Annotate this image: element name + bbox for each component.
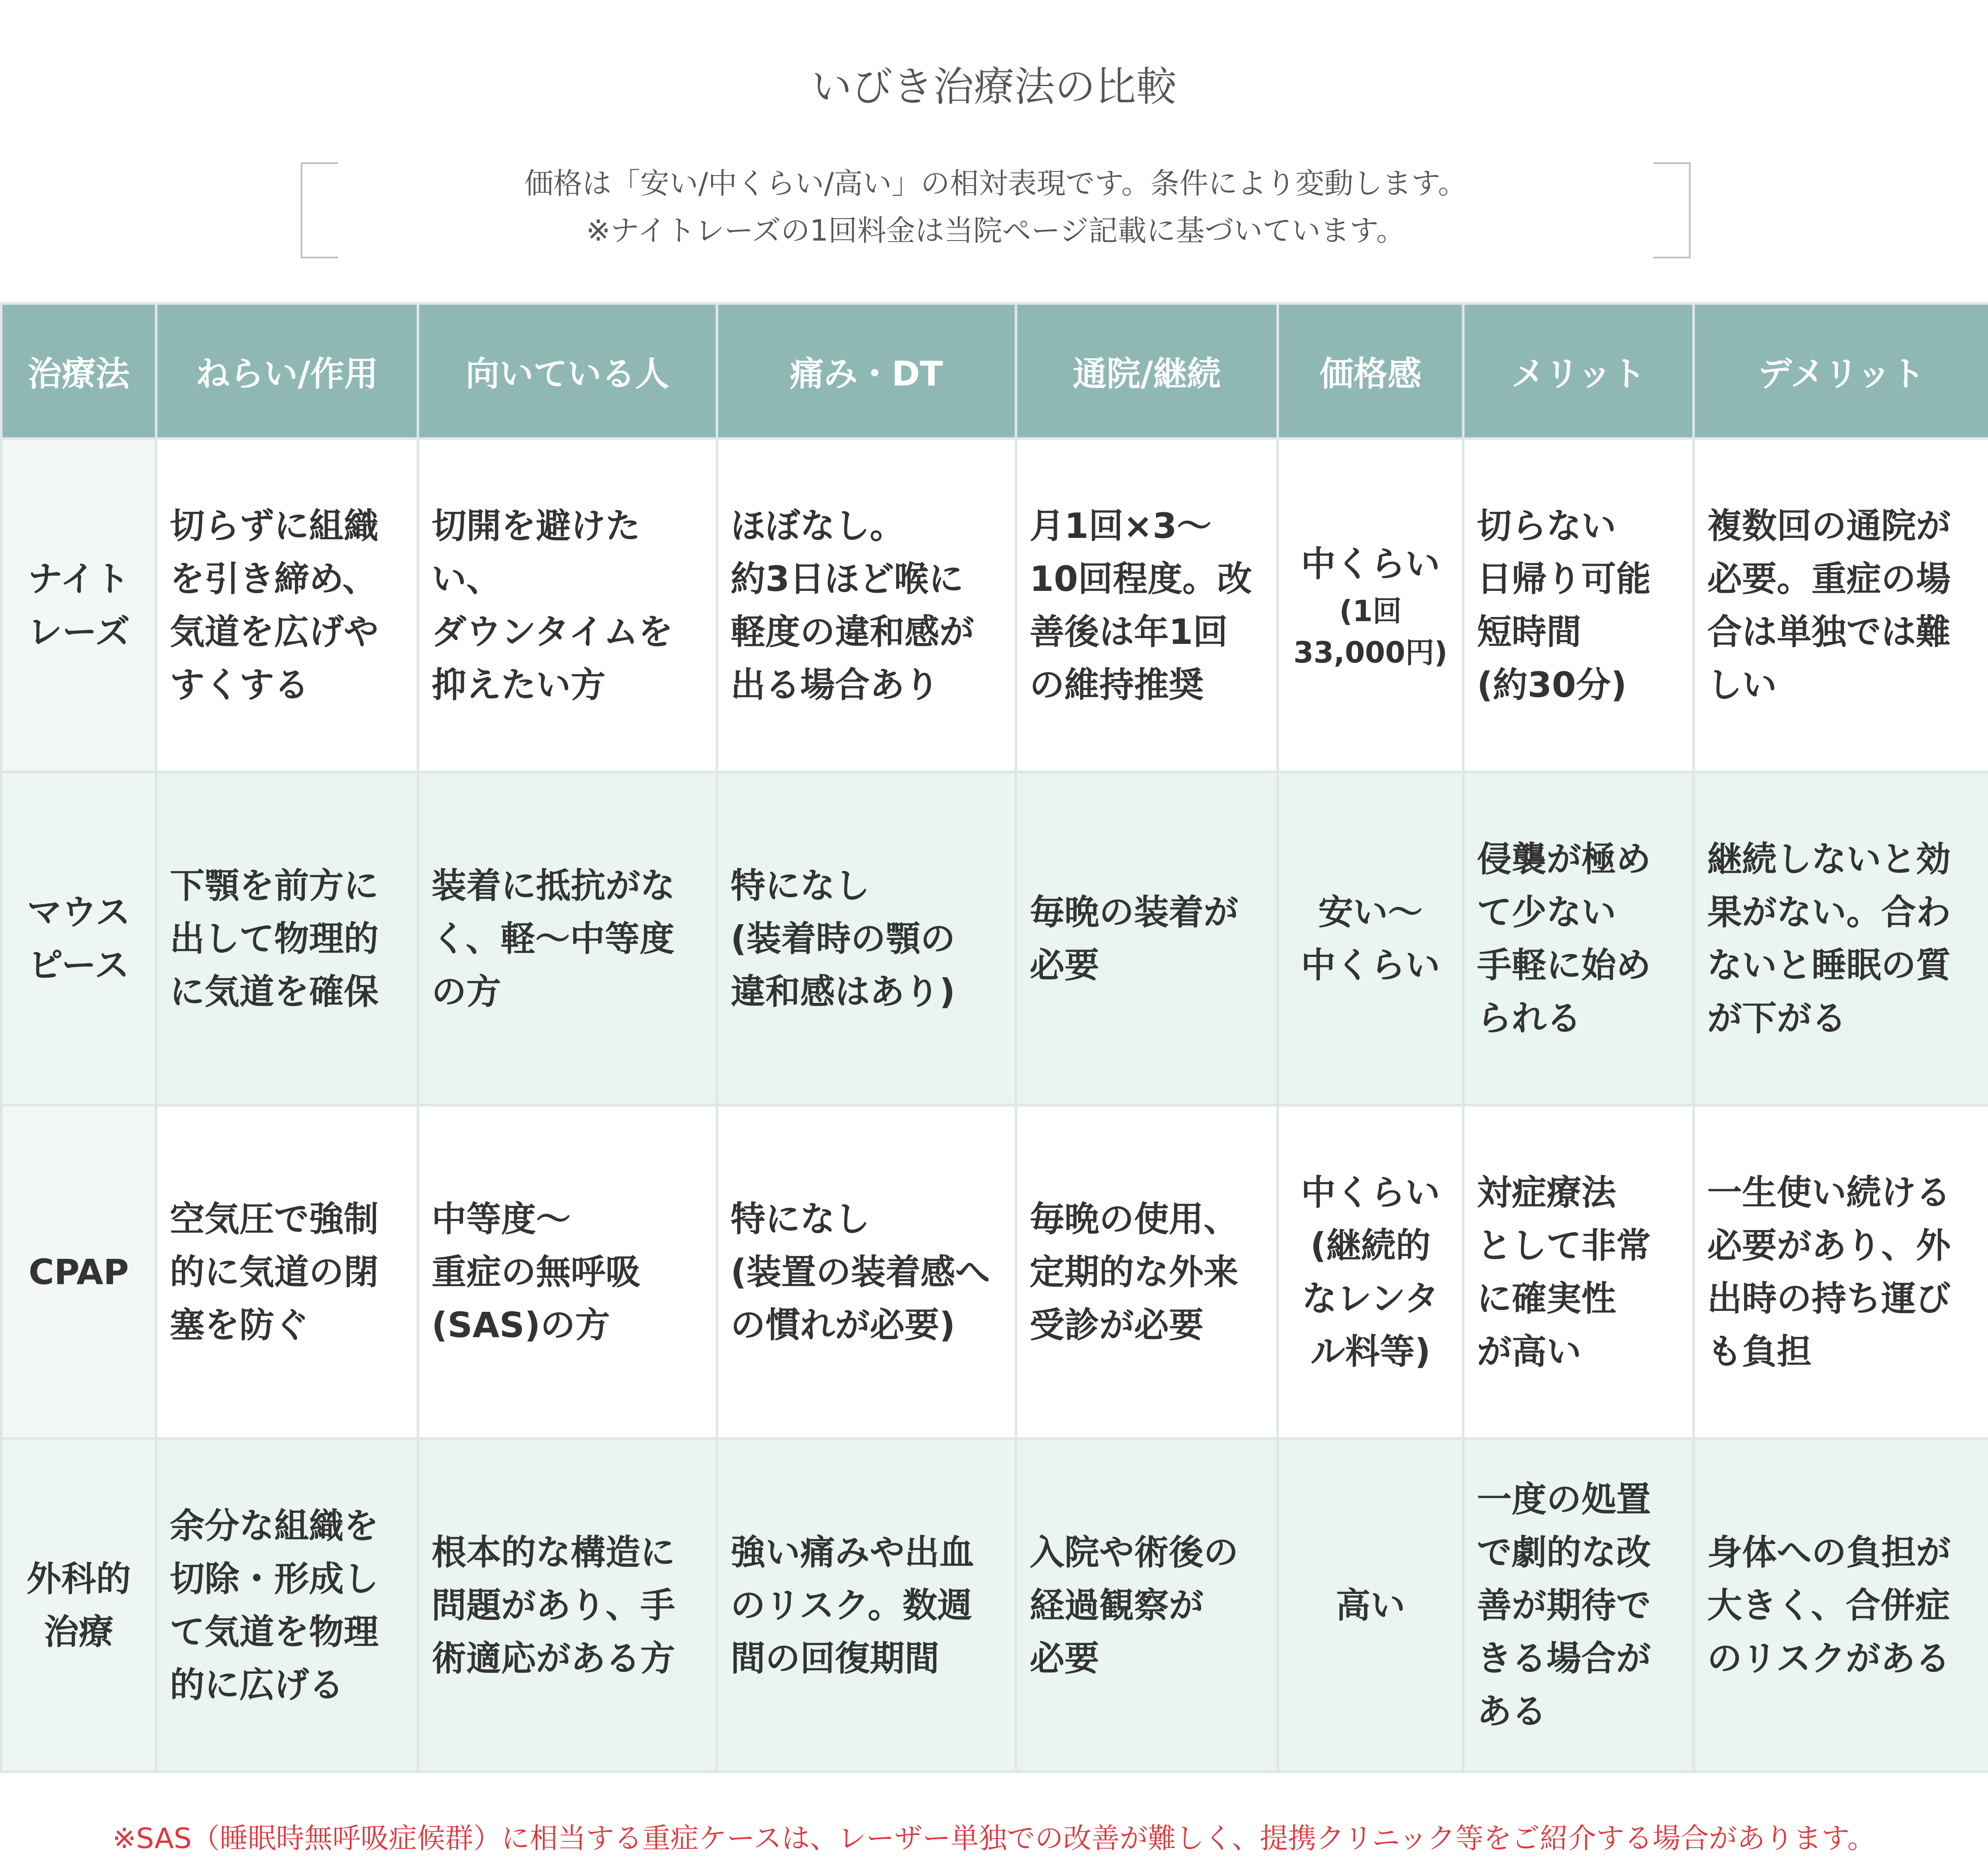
- aim-cell: 切らずに組織 を引き締め、 気道を広げや すくする: [156, 439, 418, 772]
- price-cell: 安い〜 中くらい: [1278, 772, 1463, 1105]
- visit-cell: 毎晩の使用、 定期的な外来 受診が必要: [1016, 1105, 1278, 1439]
- page-title: いびき治療法の比較: [811, 63, 1177, 111]
- table-row: [1, 772, 1988, 1105]
- notes-box: [301, 162, 1691, 258]
- price-cell: [1278, 439, 1463, 772]
- table-row: [1, 1105, 1988, 1439]
- treatment-name: ナイト レーズ: [1, 439, 156, 772]
- price-cell: 中くらい (継続的 なレンタ ル料等): [1278, 1105, 1463, 1439]
- merit-cell: 対症療法 として非常 に確実性 が高い: [1463, 1105, 1694, 1439]
- price-cell: 高い: [1278, 1439, 1463, 1772]
- header-suitable-for: 向いている人: [418, 304, 717, 439]
- pain-cell: 強い痛みや出血 のリスク。数週 間の回復期間: [717, 1439, 1016, 1772]
- demerit-cell: 複数回の通院が 必要。重症の場 合は単独では難 しい: [1694, 439, 1988, 772]
- pain-cell: 特になし (装着時の顎の 違和感はあり): [717, 772, 1016, 1105]
- aim-cell: 下顎を前方に 出して物理的 に気道を確保: [156, 772, 418, 1105]
- demerit-cell: 身体への負担が 大きく、合併症 のリスクがある: [1694, 1439, 1988, 1772]
- suitable-cell: 中等度〜 重症の無呼吸 (SAS)の方: [418, 1105, 717, 1439]
- header-pain-downtime: 痛み・DT: [717, 304, 1016, 439]
- price-detail: (1回 33,000円): [1293, 594, 1448, 670]
- table-row: [1, 439, 1988, 772]
- demerit-cell: 継続しないと効 果がない。合わ ないと睡眠の質 が下がる: [1694, 772, 1988, 1105]
- pain-cell: 特になし (装置の装着感へ の慣れが必要): [717, 1105, 1016, 1439]
- header-treatment: 治療法: [1, 304, 156, 439]
- suitable-cell: 装着に抵抗がな く、軽〜中等度 の方: [418, 772, 717, 1105]
- comparison-table: [0, 302, 1988, 1773]
- header-demerit: デメリット: [1694, 304, 1988, 439]
- suitable-cell: 切開を避けたい、 ダウンタイムを 抑えたい方: [418, 439, 717, 772]
- merit-cell: 一度の処置 で劇的な改 善が期待で きる場合が ある: [1463, 1439, 1694, 1772]
- pain-cell: ほぼなし。 約3日ほど喉に 軽度の違和感が 出る場合あり: [717, 439, 1016, 772]
- header-aim: ねらい/作用: [156, 304, 418, 439]
- visit-cell: 毎晩の装着が 必要: [1016, 772, 1278, 1105]
- treatment-name: CPAP: [1, 1105, 156, 1439]
- merit-cell: 切らない 日帰り可能 短時間 (約30分): [1463, 439, 1694, 772]
- table-row: [1, 1439, 1988, 1772]
- header-merit: メリット: [1463, 304, 1694, 439]
- price-label: 中くらい: [1300, 543, 1440, 584]
- aim-cell: 余分な組織を 切除・形成し て気道を物理 的に広げる: [156, 1439, 418, 1772]
- aim-cell: 空気圧で強制 的に気道の閉 塞を防ぐ: [156, 1105, 418, 1439]
- price-note: 価格は「安い/中くらい/高い」の相対表現です。条件により変動します。: [524, 166, 1467, 200]
- header-price: 価格感: [1278, 304, 1463, 439]
- nightlase-price-note: ※ナイトレーズの1回料金は当院ページ記載に基づいています。: [586, 214, 1405, 248]
- merit-cell: 侵襲が極め て少ない 手軽に始め られる: [1463, 772, 1694, 1105]
- sas-footnote: ※SAS（睡眠時無呼吸症候群）に相当する重症ケースは、レーザー単独での改善が難しく、提携クリニック等をご紹介する場合があります。: [112, 1822, 1876, 1855]
- header-visits: 通院/継続: [1016, 304, 1278, 439]
- treatment-name: マウス ピース: [1, 772, 156, 1105]
- visit-cell: 入院や術後の 経過観察が 必要: [1016, 1439, 1278, 1772]
- visit-cell: 月1回×3〜 10回程度。改 善後は年1回 の維持推奨: [1016, 439, 1278, 772]
- demerit-cell: 一生使い続ける 必要があり、外 出時の持ち運び も負担: [1694, 1105, 1988, 1439]
- table-header-row: [1, 304, 1988, 439]
- suitable-cell: 根本的な構造に 問題があり、手 術適応がある方: [418, 1439, 717, 1772]
- treatment-name: 外科的 治療: [1, 1439, 156, 1772]
